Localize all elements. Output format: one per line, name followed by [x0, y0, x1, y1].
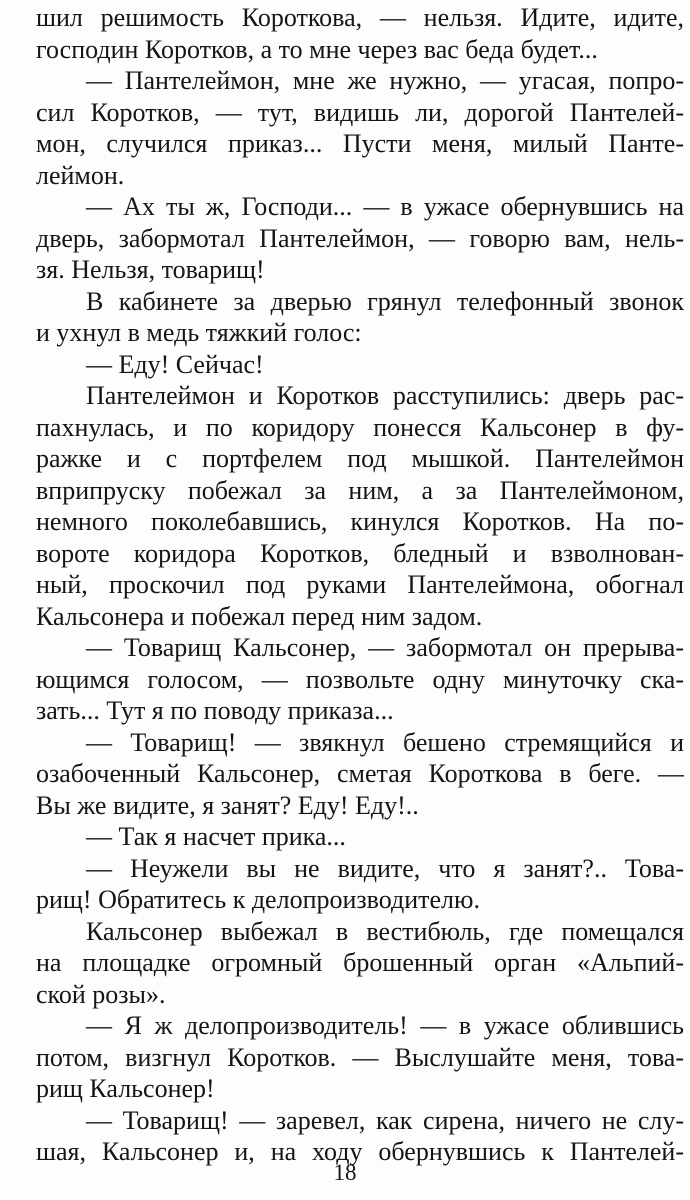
- text-line: ющимся голосом, — позвольте одну минуточку ска-: [36, 664, 684, 694]
- text-line: вприпруску побежал за ним, а за Пантелеймоном,: [36, 475, 684, 505]
- text-line: немного поколебавшись, кинулся Коротков. На по-: [36, 507, 684, 536]
- text-line: — Еду! Сейчас!: [86, 349, 264, 379]
- text-line: мон, случился приказ... Пусти меня, милый Панте-: [36, 129, 684, 158]
- text-line: и ухнул в медь тяжкий голос:: [36, 318, 362, 347]
- text-line: ской розы».: [36, 979, 166, 1009]
- text-line: пахнулась, и по коридору понесся Кальсонер в фу-: [36, 412, 684, 442]
- text-line: — Ах ты ж, Господи... — в ужасе обернувшись на: [86, 192, 684, 221]
- text-line: — Товарищ! — звякнул бешено стремящийся и: [86, 727, 684, 757]
- text-line: леймон.: [36, 160, 125, 190]
- text-line: сил Коротков, — тут, видишь ли, дорогой Пантелей-: [36, 97, 684, 127]
- text-line: господин Коротков, а то мне через вас беда будет...: [36, 34, 598, 64]
- body-text: [36, 2, 684, 1168]
- text-line: озабоченный Кальсонер, сметая Короткова в беге. —: [36, 759, 684, 788]
- text-line: рищ Кальсонер!: [36, 1074, 215, 1103]
- text-line: Вы же видите, я занят? Еду! Еду!..: [36, 790, 419, 820]
- text-line: Пантелеймон и Коротков расступились: дверь рас-: [86, 381, 684, 410]
- text-line: на площадке огромный брошенный орган «Альпий-: [36, 948, 684, 977]
- text-line: — Так я насчет прика...: [86, 822, 346, 851]
- text-line: В кабинете за дверью грянул телефонный звонок: [86, 286, 684, 316]
- text-line: ражке и с портфелем под мышкой. Пантелеймон: [36, 444, 684, 473]
- text-line: Кальсонера и побежал перед ним задом.: [36, 601, 483, 631]
- text-line: рищ! Обратитесь к делопроизводителю.: [36, 885, 480, 914]
- text-line: — Товарищ! — заревел, как сирена, ничего не слу-: [86, 1105, 684, 1135]
- text-line: ный, проскочил под руками Пантелеймона, обогнал: [36, 570, 684, 599]
- text-line: дверь, забормотал Пантелеймон, — говорю вам, нель-: [36, 223, 684, 253]
- text-line: — Пантелеймон, мне же нужно, — угасая, попро-: [86, 66, 684, 95]
- text-line: зя. Нельзя, товарищ!: [36, 255, 265, 284]
- text-line: зать... Тут я по поводу приказа...: [36, 696, 394, 725]
- text-line: — Я ж делопроизводитель! — в ужасе облившись: [86, 1011, 684, 1040]
- text-line: шая, Кальсонер и, на ходу обернувшись к Пантелей-: [36, 1137, 684, 1166]
- text-line: шил решимость Короткова, — нельзя. Идите, идите,: [36, 3, 684, 32]
- text-line: — Неужели вы не видите, что я занят?.. Това-: [86, 853, 684, 883]
- text-line: потом, визгнул Коротков. — Выслушайте меня, това-: [36, 1042, 684, 1072]
- text-line: — Товарищ Кальсонер, — забормотал он прерыва-: [86, 633, 684, 662]
- page-number: 18: [333, 1160, 357, 1185]
- text-line: вороте коридора Коротков, бледный и взволнован-: [36, 538, 684, 568]
- text-line: Кальсонер выбежал в вестибюль, где помещался: [86, 916, 684, 946]
